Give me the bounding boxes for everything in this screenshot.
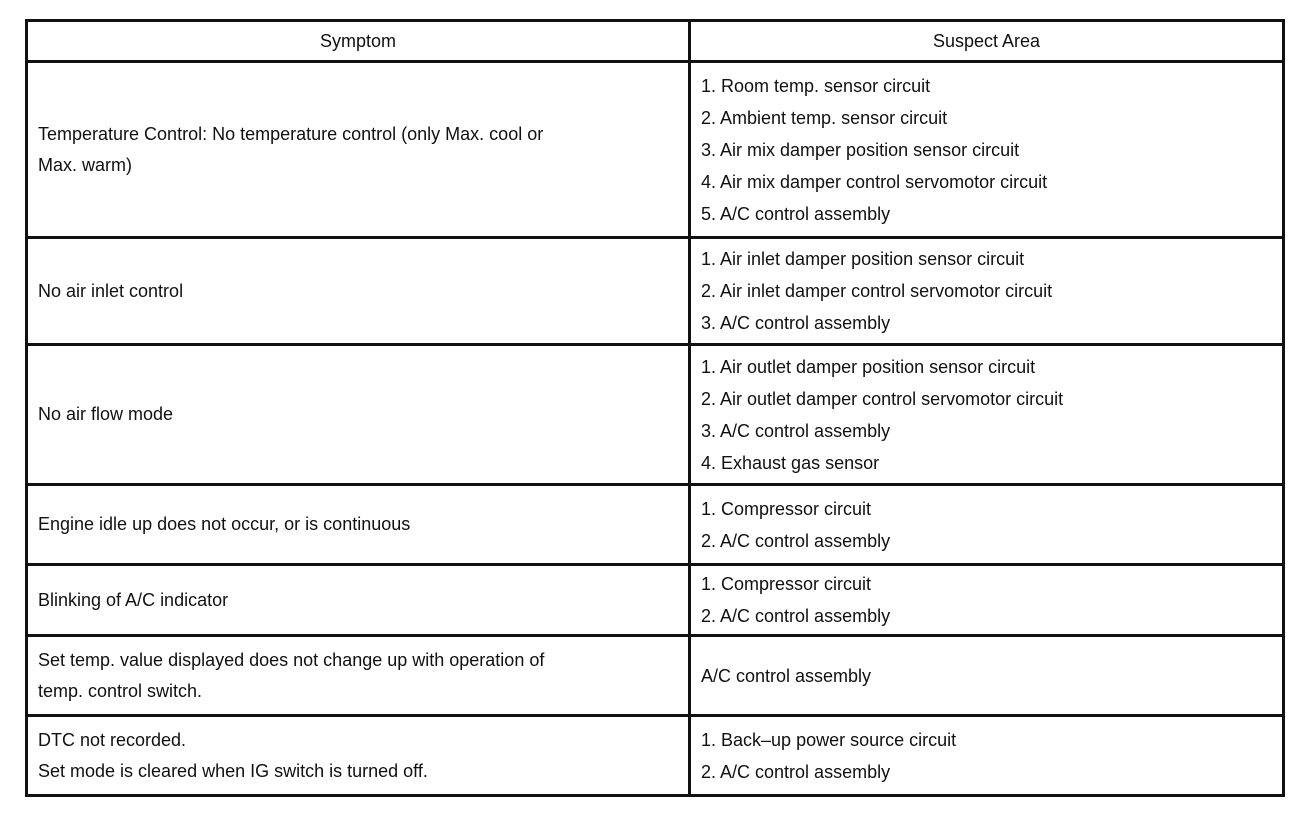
symptom-text: Engine idle up does not occur, or is continuous bbox=[38, 514, 411, 534]
suspect-area-item: 1. Air outlet damper position sensor circuit bbox=[701, 356, 1036, 377]
symptom-cell bbox=[27, 62, 690, 238]
table-row bbox=[27, 716, 1284, 796]
suspect-area-item: 3. Air mix damper position sensor circuit bbox=[701, 139, 1020, 160]
suspect-area-header: Suspect Area bbox=[690, 21, 1284, 62]
table-row bbox=[27, 636, 1284, 716]
symptom-text: No air inlet control bbox=[38, 280, 184, 301]
suspect-area-item: 1. Back–up power source circuit bbox=[701, 729, 957, 750]
header-row bbox=[27, 21, 1284, 62]
symptom-cell bbox=[27, 485, 690, 565]
suspect-area-item: 1. Air inlet damper position sensor circuit bbox=[701, 249, 1025, 269]
suspect-area-item: 1. Room temp. sensor circuit bbox=[701, 75, 931, 96]
suspect-area-item: 2. Ambient temp. sensor circuit bbox=[701, 107, 948, 128]
symptom-text: Max. warm) bbox=[38, 154, 132, 175]
suspect-area-cell bbox=[690, 485, 1284, 565]
suspect-area-item: 4. Air mix damper control servomotor circuit bbox=[701, 171, 1048, 192]
suspect-area-item: 1. Compressor circuit bbox=[701, 498, 872, 519]
table-row bbox=[27, 345, 1284, 485]
suspect-area-item: 2. Air outlet damper control servomotor circuit bbox=[701, 388, 1064, 409]
symptom-text: Set temp. value displayed does not change up with operation of bbox=[38, 649, 545, 670]
suspect-area-cell bbox=[690, 62, 1284, 238]
suspect-area-item: 2. Air inlet damper control servomotor circuit bbox=[701, 281, 1053, 301]
suspect-area-item: 2. A/C control assembly bbox=[701, 606, 891, 626]
table-row bbox=[27, 62, 1284, 238]
suspect-area-item: 2. A/C control assembly bbox=[701, 530, 891, 551]
symptom-cell bbox=[27, 716, 690, 796]
symptom-text: Blinking of A/C indicator bbox=[38, 589, 229, 610]
suspect-area-item: 3. A/C control assembly bbox=[701, 420, 891, 441]
symptom-cell bbox=[27, 345, 690, 485]
suspect-area-cell bbox=[690, 636, 1284, 716]
suspect-area-item: 2. A/C control assembly bbox=[701, 761, 891, 782]
symptom-text: Set mode is cleared when IG switch is turned off. bbox=[38, 760, 428, 781]
symptom-text: temp. control switch. bbox=[38, 680, 203, 701]
table-row bbox=[27, 238, 1284, 345]
suspect-area-item: 5. A/C control assembly bbox=[701, 203, 891, 224]
suspect-area-item: 4. Exhaust gas sensor bbox=[701, 452, 880, 473]
symptom-cell bbox=[27, 565, 690, 636]
suspect-area-cell bbox=[690, 565, 1284, 636]
symptom-text: No air flow mode bbox=[38, 404, 174, 424]
symptom-cell bbox=[27, 238, 690, 345]
suspect-area-item: A/C control assembly bbox=[701, 665, 872, 686]
symptom-text: DTC not recorded. bbox=[38, 729, 187, 750]
symptom-header: Symptom bbox=[27, 21, 690, 62]
suspect-area-cell bbox=[690, 238, 1284, 345]
suspect-area-item: 1. Compressor circuit bbox=[701, 574, 872, 594]
symptom-text: Temperature Control: No temperature control (only Max. cool or bbox=[38, 123, 544, 144]
suspect-area-cell bbox=[690, 345, 1284, 485]
table-row bbox=[27, 485, 1284, 565]
suspect-area-cell bbox=[690, 716, 1284, 796]
table-row bbox=[27, 565, 1284, 636]
suspect-area-item: 3. A/C control assembly bbox=[701, 313, 891, 333]
symptom-cell bbox=[27, 636, 690, 716]
symptom-table bbox=[25, 19, 1285, 797]
